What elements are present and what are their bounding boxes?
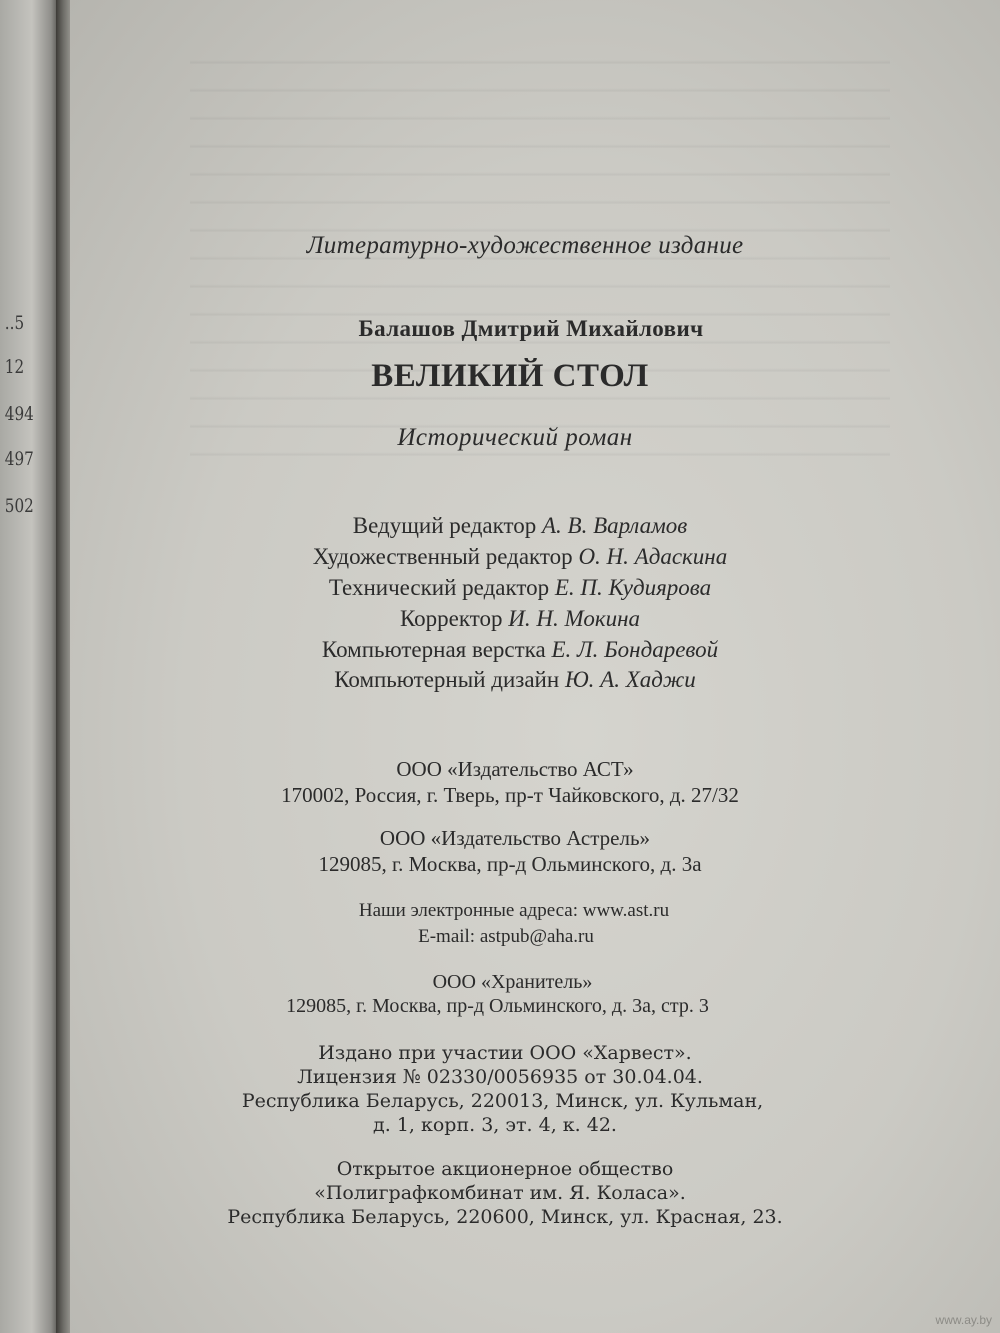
book-subtitle: Исторический роман	[397, 424, 633, 451]
printer-name: «Полиграфкомбинат им. Я. Коласа».	[314, 1182, 686, 1204]
web-address: Наши электронные адреса: www.ast.ru	[358, 900, 670, 921]
publisher-astrel-address: 129085, г. Москва, пр-д Ольминского, д. 3а	[318, 852, 702, 876]
publisher-ast-name: ООО «Издательство АСТ»	[396, 757, 634, 781]
harvest-address-line1: Республика Беларусь, 220013, Минск, ул. Кульман,	[241, 1090, 764, 1112]
credit-line	[40, 606, 1000, 632]
toc-page-number: 12	[4, 356, 25, 378]
email-address: E-mail: astpub@aha.ru	[418, 926, 594, 947]
show-through-text	[190, 60, 890, 480]
publisher-khranitel-address: 129085, г. Москва, пр-д Ольминского, д. 3а, стр. 3	[286, 995, 709, 1017]
credit-line	[30, 667, 1000, 693]
book-title: ВЕЛИКИЙ СТОЛ	[371, 358, 649, 394]
toc-page-number: ..5	[4, 312, 25, 334]
publisher-khranitel-name: ООО «Хранитель»	[432, 971, 593, 993]
edition-type: Литературно-художественное издание	[306, 232, 744, 259]
printer-address: Республика Беларусь, 220600, Минск, ул. Красная, 23.	[227, 1206, 783, 1228]
credit-line	[40, 637, 1000, 663]
toc-page-number: 502	[4, 495, 34, 517]
publisher-astrel-name: ООО «Издательство Астрель»	[379, 826, 651, 850]
credit-name: Е. П. Кудиярова	[554, 575, 712, 600]
printer-company-type: Открытое акционерное общество	[336, 1158, 674, 1180]
publisher-ast-address: 170002, Россия, г. Тверь, пр-т Чайковского, д. 27/32	[281, 783, 739, 807]
credit-role: Корректор	[399, 606, 503, 631]
harvest-participation: Издано при участии ООО «Харвест».	[318, 1042, 692, 1064]
credit-role: Технический редактор	[328, 575, 550, 600]
credit-role: Компьютерная верстка	[321, 637, 546, 662]
credit-role: Ведущий редактор	[352, 513, 537, 538]
toc-page-number: 494	[4, 403, 34, 425]
credit-line	[40, 513, 1000, 539]
site-watermark: www.ay.by	[935, 1313, 992, 1327]
author-name: Балашов Дмитрий Михайлович	[358, 316, 704, 341]
harvest-address-line2: д. 1, корп. 3, эт. 4, к. 42.	[373, 1114, 617, 1136]
credit-name: И. Н. Мокина	[508, 606, 640, 631]
credit-name: О. Н. Адаскина	[578, 544, 728, 569]
credit-line	[40, 575, 1000, 601]
toc-page-number: 497	[4, 448, 34, 470]
imprint-page	[70, 0, 1000, 1333]
credit-line	[40, 544, 1000, 570]
credit-role: Компьютерный дизайн	[334, 667, 560, 692]
credit-name: Е. Л. Бондаревой	[551, 637, 719, 662]
credit-name: А. В. Варламов	[541, 513, 688, 538]
credit-name: Ю. А. Хаджи	[564, 667, 696, 692]
credit-role: Художественный редактор	[312, 544, 573, 569]
harvest-license: Лицензия № 02330/0056935 от 30.04.04.	[297, 1066, 703, 1088]
